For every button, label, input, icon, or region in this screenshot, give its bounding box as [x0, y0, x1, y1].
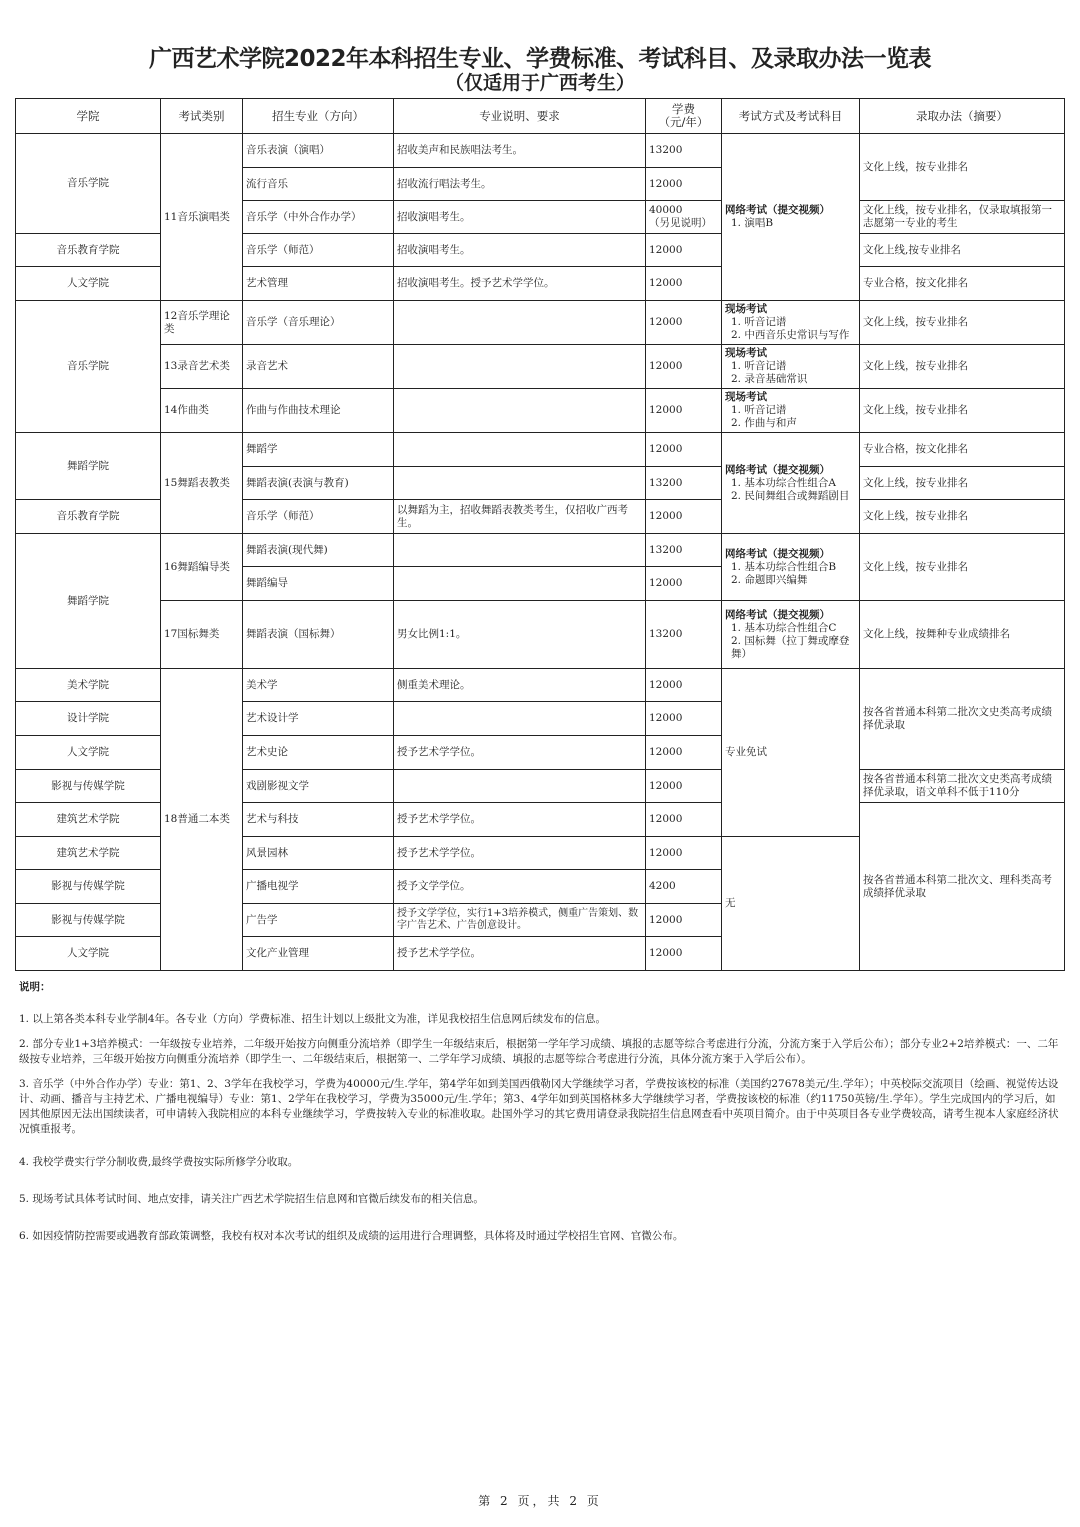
admission-cell: 文化上线，按专业排名 — [860, 389, 1065, 433]
major-cell: 舞蹈表演（国标舞） — [243, 601, 394, 669]
note-item: 6. 如因疫情防控需要或遇教育部政策调整，我校有权对本次考试的组织及成绩的运用进行合理调整，具体将及时通过学校招生官网、官微公布。 — [19, 1230, 684, 1242]
college-cell: 音乐教育学院 — [16, 234, 161, 267]
admission-cell: 文化上线，按专业排名 — [860, 134, 1065, 201]
table-row — [16, 134, 1065, 168]
note-item: 2. 部分专业1+3培养模式：一年级按专业培养，二年级开始按方向侧重分流培养（即学生一年级结束后，根据第一学年学习成绩、填报的志愿等综合考虑进行分流，分流方案于入学后公布）；部分专业2+2培养模式：一、二年级按专业培养，三年级开始按方向侧重分流培养（即学生一、二年级结束后，根据第一、二学年学习成绩、填报的志愿等综合考虑进行分流，具体分流方案于入学后公布）。 — [19, 1038, 1059, 1065]
college-cell: 音乐学院 — [16, 134, 161, 234]
page-number: 第 2 页，共 2 页 — [478, 1494, 602, 1508]
category-cell: 13录音艺术类 — [161, 345, 243, 389]
fee-cell: 12000 — [646, 234, 722, 267]
description-cell: 授予艺术学学位。 — [394, 736, 646, 770]
exam-cell: 无 — [722, 837, 860, 971]
college-cell: 音乐学院 — [16, 301, 161, 433]
major-cell: 广告学 — [243, 904, 394, 937]
description-cell — [394, 467, 646, 500]
description-cell — [394, 301, 646, 345]
admission-cell: 按各省普通本科第二批次文史类高考成绩择优录取 — [860, 669, 1065, 770]
college-cell: 建筑艺术学院 — [16, 803, 161, 837]
exam-cell: 网络考试（提交视频） 1. 基本功综合性组合C 2. 国标舞（拉丁舞或摩登舞） — [722, 601, 860, 669]
major-cell: 音乐学（师范） — [243, 500, 394, 534]
major-cell: 艺术史论 — [243, 736, 394, 770]
fee-cell: 12000 — [646, 904, 722, 937]
college-cell: 舞蹈学院 — [16, 433, 161, 500]
description-cell: 授予艺术学学位。 — [394, 837, 646, 870]
fee-cell: 12000 — [646, 389, 722, 433]
table-row — [16, 389, 1065, 433]
description-cell — [394, 534, 646, 567]
header-exam-method: 考试方式及考试科目 — [722, 99, 860, 134]
college-cell: 影视与传媒学院 — [16, 904, 161, 937]
description-cell: 招收演唱考生。 — [394, 234, 646, 267]
description-cell: 招收演唱考生。 — [394, 201, 646, 234]
major-cell: 音乐学（音乐理论） — [243, 301, 394, 345]
major-cell: 舞蹈学 — [243, 433, 394, 467]
admission-cell: 文化上线，按舞种专业成绩排名 — [860, 601, 1065, 669]
fee-cell: 12000 — [646, 837, 722, 870]
fee-cell: 12000 — [646, 937, 722, 971]
header-admission: 录取办法（摘要） — [860, 99, 1065, 134]
college-cell: 音乐教育学院 — [16, 500, 161, 534]
category-cell: 18普通二本类 — [161, 669, 243, 971]
header-exam-category: 考试类别 — [161, 99, 243, 134]
exam-cell: 网络考试（提交视频） 1. 基本功综合性组合A 2. 民间舞组合或舞蹈剧目 — [722, 433, 860, 534]
header-description: 专业说明、要求 — [394, 99, 646, 134]
major-cell: 戏剧影视文学 — [243, 770, 394, 803]
category-cell: 11音乐演唱类 — [161, 134, 243, 301]
college-cell: 人文学院 — [16, 937, 161, 971]
table-header-row — [16, 99, 1065, 134]
table-row — [16, 301, 1065, 345]
description-cell — [394, 433, 646, 467]
description-cell: 侧重美术理论。 — [394, 669, 646, 702]
description-cell: 以舞蹈为主，招收舞蹈表教类考生，仅招收广西考生。 — [394, 500, 646, 534]
college-cell: 美术学院 — [16, 669, 161, 702]
note-item: 5. 现场考试具体考试时间、地点安排，请关注广西艺术学院招生信息网和官微后续发布的相关信息。 — [19, 1193, 484, 1205]
major-cell: 录音艺术 — [243, 345, 394, 389]
major-cell: 文化产业管理 — [243, 937, 394, 971]
fee-cell: 12000 — [646, 770, 722, 803]
major-cell: 风景园林 — [243, 837, 394, 870]
admission-cell: 文化上线，按专业排名 — [860, 467, 1065, 500]
admission-cell: 文化上线，按专业排名 — [860, 500, 1065, 534]
fee-cell: 13200 — [646, 134, 722, 168]
header-college: 学院 — [16, 99, 161, 134]
description-cell — [394, 567, 646, 601]
admission-cell: 按各省普通本科第二批次文史类高考成绩择优录取，语文单科不低于110分 — [860, 770, 1065, 803]
header-major: 招生专业（方向） — [243, 99, 394, 134]
major-cell: 舞蹈表演(现代舞) — [243, 534, 394, 567]
admission-cell: 专业合格，按文化排名 — [860, 267, 1065, 301]
fee-cell: 40000 （另见说明） — [646, 201, 722, 234]
major-cell: 流行音乐 — [243, 168, 394, 201]
description-cell — [394, 389, 646, 433]
fee-cell: 12000 — [646, 345, 722, 389]
fee-cell: 12000 — [646, 669, 722, 702]
admission-cell: 文化上线，按专业排名 — [860, 534, 1065, 601]
college-cell: 影视与传媒学院 — [16, 870, 161, 904]
major-cell: 舞蹈编导 — [243, 567, 394, 601]
major-cell: 作曲与作曲技术理论 — [243, 389, 394, 433]
college-cell: 建筑艺术学院 — [16, 837, 161, 870]
description-cell: 授予艺术学学位。 — [394, 803, 646, 837]
table-row — [16, 534, 1065, 567]
fee-cell: 13200 — [646, 534, 722, 567]
description-cell: 授予艺术学学位。 — [394, 937, 646, 971]
header-fee: 学费 （元/年） — [646, 99, 722, 134]
exam-cell: 专业免试 — [722, 669, 860, 837]
note-item: 4. 我校学费实行学分制收费,最终学费按实际所修学分收取。 — [19, 1156, 299, 1168]
fee-cell: 12000 — [646, 267, 722, 301]
fee-cell: 13200 — [646, 601, 722, 669]
major-cell: 音乐学（师范） — [243, 234, 394, 267]
document-subtitle: （仅适用于广西考生） — [444, 72, 635, 94]
description-cell: 授予文学学位，实行1+3培养模式，侧重广告策划、数字广告艺术、广告创意设计。 — [394, 904, 646, 937]
description-cell: 招收演唱考生。授予艺术学学位。 — [394, 267, 646, 301]
description-cell: 男女比例1:1。 — [394, 601, 646, 669]
major-cell: 音乐表演（演唱） — [243, 134, 394, 168]
note-item: 3. 音乐学（中外合作办学）专业：第1、2、3学年在我校学习，学费为40000元/生.学年，第4学年如到美国西俄勒冈大学继续学习者，学费按该校的标准（美国约27678美元/生.学年）；中英校际交流项目（绘画、视觉传达设计、动画、播音与主持艺术、广播电视编导）专业：第1、2学年在我校学习，学费为35000元/生.学年；第3、4学年如到英国格林多大学继续学习者，学费按该校的标准（约11750英镑/生.学年）。学生完成国内的学习后，如因其他原因无法出国续读者，可申请转入我院相应的本科专业继续学习，学费按转入专业的标准收取。赴国外学习的其它费用请登录我院招生信息网查看中英项目简介。由于中英项目各专业学费较高，请考生视本人家庭经济状况慎重报考。 — [19, 1078, 1059, 1135]
admission-cell: 文化上线，按专业排名 — [860, 345, 1065, 389]
table-row — [16, 669, 1065, 702]
major-cell: 舞蹈表演(表演与教育) — [243, 467, 394, 500]
category-cell: 14作曲类 — [161, 389, 243, 433]
major-cell: 音乐学（中外合作办学） — [243, 201, 394, 234]
admission-cell: 文化上线,按专业排名 — [860, 234, 1065, 267]
exam-cell: 现场考试 1. 听音记谱 2. 中西音乐史常识与写作 — [722, 301, 860, 345]
college-cell: 人文学院 — [16, 736, 161, 770]
description-cell: 招收流行唱法考生。 — [394, 168, 646, 201]
notes-heading: 说明： — [19, 981, 51, 993]
exam-cell: 网络考试（提交视频） 1. 演唱B — [722, 134, 860, 301]
fee-cell: 12000 — [646, 567, 722, 601]
fee-cell: 12000 — [646, 433, 722, 467]
description-cell: 授予文学学位。 — [394, 870, 646, 904]
category-cell: 16舞蹈编导类 — [161, 534, 243, 601]
table-row — [16, 601, 1065, 669]
exam-cell: 网络考试（提交视频） 1. 基本功综合性组合B 2. 命题即兴编舞 — [722, 534, 860, 601]
fee-cell: 4200 — [646, 870, 722, 904]
category-cell: 15舞蹈表教类 — [161, 433, 243, 534]
major-cell: 艺术管理 — [243, 267, 394, 301]
college-cell: 设计学院 — [16, 702, 161, 736]
fee-cell: 12000 — [646, 301, 722, 345]
table-row — [16, 345, 1065, 389]
notes-section — [19, 980, 1064, 1244]
college-cell: 舞蹈学院 — [16, 534, 161, 669]
admissions-table — [15, 98, 1065, 971]
description-cell — [394, 345, 646, 389]
admission-cell: 文化上线，按专业排名 — [860, 301, 1065, 345]
admission-cell: 专业合格，按文化排名 — [860, 433, 1065, 467]
table-row — [16, 433, 1065, 467]
exam-cell: 现场考试 1. 听音记谱 2. 录音基础常识 — [722, 345, 860, 389]
fee-cell: 13200 — [646, 467, 722, 500]
fee-cell: 12000 — [646, 500, 722, 534]
admission-cell: 文化上线，按专业排名，仅录取填报第一志愿第一专业的考生 — [860, 201, 1065, 234]
description-cell — [394, 770, 646, 803]
description-cell — [394, 702, 646, 736]
fee-cell: 12000 — [646, 168, 722, 201]
college-cell: 人文学院 — [16, 267, 161, 301]
fee-cell: 12000 — [646, 736, 722, 770]
description-cell: 招收美声和民族唱法考生。 — [394, 134, 646, 168]
college-cell: 影视与传媒学院 — [16, 770, 161, 803]
fee-cell: 12000 — [646, 702, 722, 736]
fee-cell: 12000 — [646, 803, 722, 837]
major-cell: 艺术与科技 — [243, 803, 394, 837]
major-cell: 艺术设计学 — [243, 702, 394, 736]
document-title: 广西艺术学院2022年本科招生专业、学费标准、考试科目、及录取办法一览表 — [148, 46, 931, 72]
major-cell: 广播电视学 — [243, 870, 394, 904]
exam-cell: 现场考试 1. 听音记谱 2. 作曲与和声 — [722, 389, 860, 433]
category-cell: 17国标舞类 — [161, 601, 243, 669]
note-item: 1. 以上第各类本科专业学制4年。各专业（方向）学费标准、招生计划以上级批文为准，详见我校招生信息网后续发布的信息。 — [19, 1013, 607, 1025]
category-cell: 12音乐学理论类 — [161, 301, 243, 345]
admission-cell: 按各省普通本科第二批次文、理科类高考成绩择优录取 — [860, 803, 1065, 971]
major-cell: 美术学 — [243, 669, 394, 702]
